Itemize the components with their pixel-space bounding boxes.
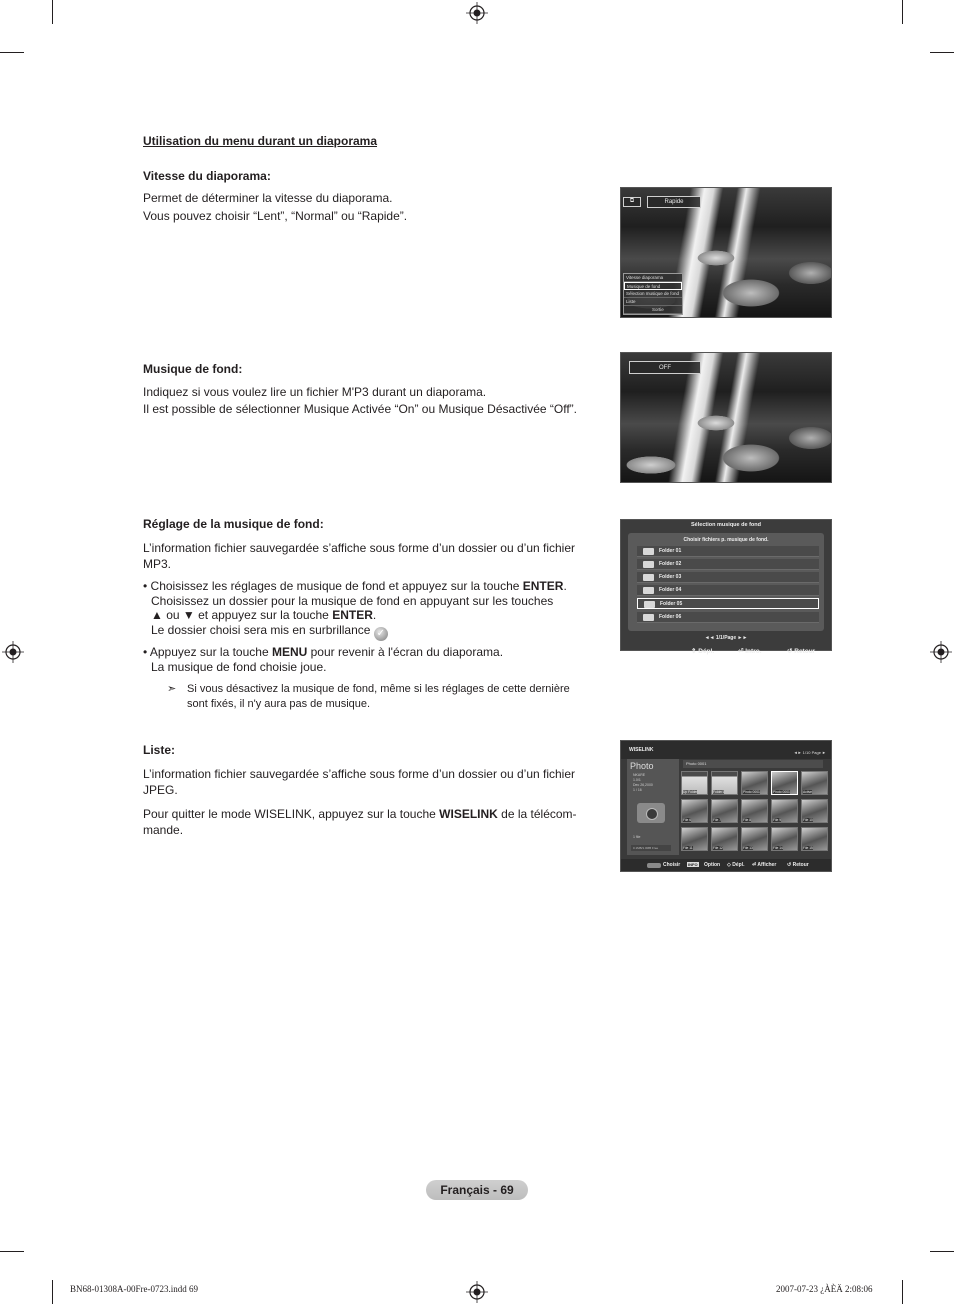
page-number-label: Français - 69 [426,1180,528,1200]
thumbnail[interactable] [711,799,738,823]
registration-mark-icon [466,1281,488,1303]
folder-row-selected[interactable] [637,598,819,609]
music-selection-screenshot [620,519,832,655]
bullet-1-line-1 [143,579,567,594]
wiselink-logo: WISELINK [629,747,654,753]
crop-mark [902,0,903,24]
crop-mark [0,1251,24,1252]
move-hint: ◇ Dépl. [727,862,745,868]
folder-icon [644,601,655,608]
note-line-2: sont fixés, il n'y aura pas de musique. [187,698,371,710]
file-count: 1 file [633,835,641,839]
menu-footer: Sortie [624,306,682,314]
text: de la télécom- [497,807,577,821]
folder-label: Folder 04 [659,587,682,593]
list-topbar [621,741,831,759]
thumbnail[interactable] [741,827,768,851]
enter-key-label: ENTER [522,579,564,593]
menu-item: Sélection musique de fond [624,290,682,298]
folder-icon [643,561,654,568]
return-hint: ↺ Retour [787,648,816,655]
slideshow-menu [623,273,683,315]
thumbnail-label: File 9 [773,818,782,822]
enter-hint: ⏎ Intro. [738,648,762,655]
thumbnail[interactable] [741,799,768,823]
text: pour revenir à l'écran du diaporama. [307,645,504,659]
folder-label: Folder 01 [659,548,682,554]
crop-mark [930,52,954,53]
thumbnail[interactable] [771,827,798,851]
crop-mark [930,1251,954,1252]
menu-item: Vitesse diaporama [624,274,682,282]
list-footer [621,859,831,871]
thumbnail[interactable] [771,799,798,823]
folder-icon [643,574,654,581]
folder-label: Folder 05 [660,601,683,607]
enter-key-label: ENTER [332,608,373,622]
thumbnail-label: Photo 0001 [773,790,790,794]
slideshow-icon: ⧉ [623,197,641,207]
menu-item: Liste [624,298,682,306]
check-icon: ✓ [374,627,388,641]
registration-mark-icon [2,641,24,663]
bullet-1-line-3 [151,608,376,623]
photo-title: Photo [630,761,654,771]
speed-osd-value: Rapide [647,196,701,208]
music-osd-value: OFF [629,361,701,374]
list-page-indicator: ◄► 1/10 Page ► [793,750,826,755]
music-setting-para-1: L’information fichier sauvegardée s’affiche sous forme d’un dossier ou d’un fichier [143,541,576,555]
music-screenshot [620,352,832,483]
text: . [563,579,567,593]
wiselink-list-screenshot [620,740,832,872]
photo-sidebar [627,759,679,855]
thumbnail-label: File 11 [683,846,693,850]
folder-row[interactable] [637,572,819,583]
thumbnail[interactable] [681,771,708,795]
show-hint: ⏎ Afficher [752,862,777,868]
folder-row[interactable] [637,546,819,557]
text: • Appuyez sur la touche [143,645,272,659]
text: ▲ ou ▼ et appuyez sur la touche [151,608,333,622]
folder-label: Folder 06 [659,614,682,620]
option-hint: Option [704,862,721,868]
folder-row[interactable] [637,585,819,596]
music-setting-para-2: MP3. [143,557,172,571]
thumbnail[interactable] [801,799,828,823]
music-line-1: Indiquez si vous voulez lire un fichier M'P3 durant un diaporama. [143,385,487,399]
registration-mark-icon [930,641,952,663]
speed-line-2: Vous pouvez choisir “Lent”, “Normal” ou “Rapide”. [143,209,408,223]
thumbnail-label: File 14 [773,846,783,850]
section-title: Utilisation du menu durant un diaporama [143,134,378,148]
return-hint: ↺ Retour [787,862,809,868]
bullet-1-line-2: Choisissez un dossier pour la musique de fond en appuyant sur les touches [151,594,554,608]
bullet-1-line-4 [151,623,388,641]
folder-label: Folder 02 [659,561,682,567]
bullet-2-line-1 [143,645,503,660]
crop-mark [52,1280,53,1304]
thumbnail[interactable] [681,799,708,823]
list-para-4: mande. [143,823,184,837]
thumbnail-label: File 6 [683,818,692,822]
list-para-3 [143,807,577,822]
print-slug-right: 2007-07-23 ¿ÀÈÄ 2:08:06 [776,1284,873,1294]
list-para-2: JPEG. [143,783,178,797]
music-setting-heading: Réglage de la musique de fond: [143,517,324,531]
music-panel-subtitle: Choisir fichiers p. musique de fond. [683,537,769,543]
thumbnail[interactable] [711,827,738,851]
list-para-1: L’information fichier sauvegardée s’affiche sous forme d’un dossier ou d’un fichier [143,767,576,781]
thumbnail-label: File 8 [743,818,752,822]
note-line-1: Si vous désactivez la musique de fond, même si les réglages de cette dernière [187,683,570,695]
speed-screenshot [620,187,832,318]
thumbnail[interactable] [741,771,768,795]
thumbnail-label: File 13 [743,846,753,850]
music-panel-inner [628,533,824,641]
thumbnail[interactable] [801,771,828,795]
camera-icon [637,803,665,823]
list-heading: Liste: [143,743,176,757]
note-icon: ➣ [167,683,177,695]
text: Le dossier choisi sera mis en surbrillance [151,623,371,637]
select-button-icon [647,863,661,868]
folder-icon [643,548,654,555]
folder-icon [643,587,654,594]
thumbnail-label: File 15 [803,846,813,850]
registration-mark-icon [466,2,488,24]
thumbnail-label: File 10 [803,818,813,822]
thumbnail[interactable] [681,827,708,851]
thumbnail-label: Up Folder [683,790,698,794]
thumbnail-selected[interactable] [771,771,798,795]
thumbnail[interactable] [711,771,738,795]
thumbnail[interactable] [801,827,828,851]
folder-label: Folder 03 [659,574,682,580]
folder-path: Photo 0001 [683,760,823,768]
thumbnail-label: Folder1 [713,790,725,794]
speed-line-1: Permet de déterminer la vitesse du diaporama. [143,191,393,205]
thumbnail-label: Active [803,790,812,794]
text: • Choisissez les réglages de musique de fond et appuyez sur la touche [143,579,523,593]
music-line-2: Il est possible de sélectionner Musique Activée “On” ou Musique Désactivée “Off”. [143,402,577,416]
folder-row[interactable] [637,612,819,623]
menu-item: Musique de fond [624,282,682,290]
music-panel-title: Sélection musique de fond [691,522,761,528]
thumbnail-label: Photo 0001 [743,790,760,794]
select-hint: Choisir [663,862,681,868]
text: . [372,608,377,622]
crop-mark [52,0,53,24]
move-hint: ⇕ Dépl. [691,648,715,655]
storage-bar: 0.1MB/1.0MB Free [631,845,671,851]
crop-mark [0,52,24,53]
print-slug-left: BN68-01308A-00Fre-0723.indd 69 [70,1284,198,1294]
bullet-2-line-2: La musique de fond choisie joue. [151,660,327,674]
speed-heading: Vitesse du diaporama: [143,169,271,183]
folder-icon [643,614,654,621]
thumbnail-label: File 12 [713,846,723,850]
info-button-icon: INFO [688,862,698,867]
thumbnail-label: File 7 [713,818,722,822]
menu-key-label: MENU [271,645,308,659]
text: Pour quitter le mode WISELINK, appuyez sur la touche [143,807,440,821]
wiselink-key-label: WISELINK [439,807,498,821]
music-heading: Musique de fond: [143,362,243,376]
music-panel-page: ◄◄ 1/1/Page ►► [704,635,748,641]
photo-info: NKARE 1.0/1 Dec 26,2000 1 / 16 [633,773,653,792]
crop-mark [902,1280,903,1304]
folder-row[interactable] [637,559,819,570]
